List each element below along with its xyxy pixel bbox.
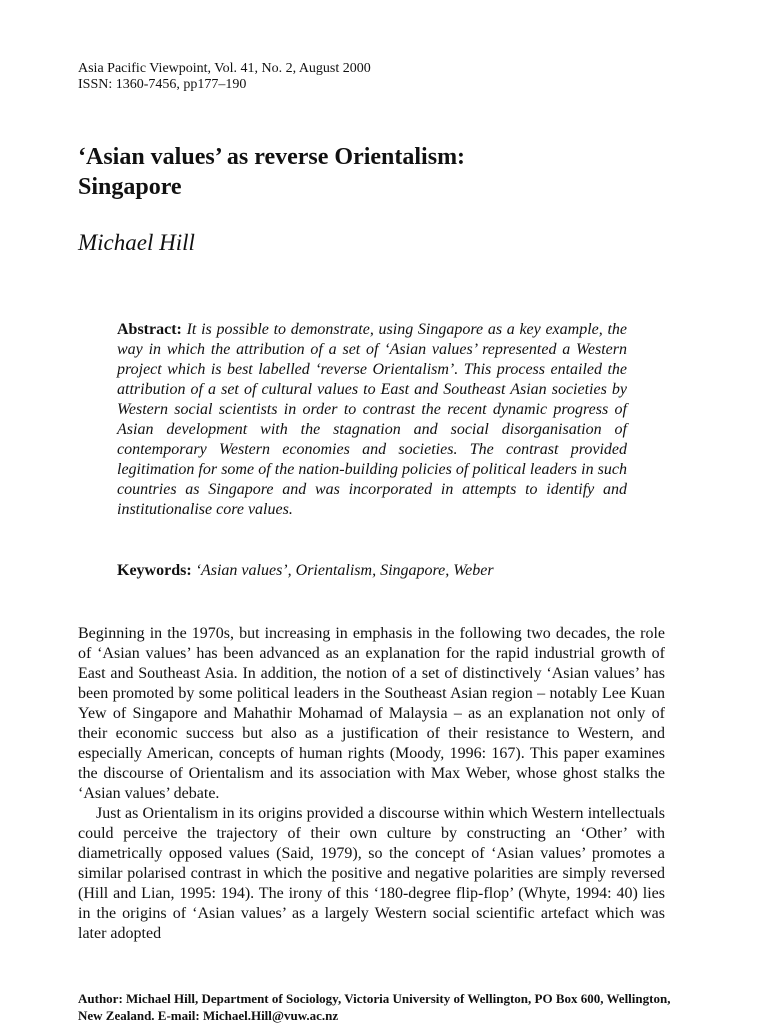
keywords-text: ‘Asian values’, Orientalism, Singapore, Weber	[195, 562, 494, 579]
body-paragraph-1: Beginning in the 1970s, but increasing in emphasis in the following two decades, the role of ‘Asian values’ has been advanced as an explanation for the rapid industrial growth of East and Southeast Asia. In addition, the notion of a set of distinctively ‘Asian values’ has been promoted by some political leaders in the Southeast Asian region – notably Lee Kuan Yew of Singapore and Mahathir Mohamad of Malaysia – as an explanation not only of their economic success but also as a justification of their resistance to Western, and especially American, concepts of human rights (Moody, 1996: 167). This paper examines the discourse of Orientalism and its association with Max Weber, whose ghost stalks the ‘Asian values’ debate.	[78, 625, 665, 802]
abstract-text: It is possible to demonstrate, using Singapore as a key example, the way in which the attribution of a set of ‘Asian values’ represented a Western project which is best labelled ‘reverse Orientalism’. This process entailed the attribution of a set of cultural values to East and Southeast Asian societies by Western social scientists in order to contrast the recent dynamic progress of Asian development with the stagnation and social disorganisation of contemporary Western economies and societies. The contrast provided legitimation for some of the nation-building policies of political leaders in such countries as Singapore and was incorporated in attempts to identify and institutionalise core values.	[117, 321, 628, 518]
article-title-line2: Singapore	[78, 174, 182, 200]
journal-citation	[78, 61, 371, 93]
abstract-block	[117, 320, 627, 520]
journal-volume-line: Asia Pacific Viewpoint, Vol. 41, No. 2, August 2000	[78, 61, 371, 76]
article-title	[78, 142, 698, 202]
body-paragraph-2: Just as Orientalism in its origins provided a discourse within which Western intellectuals could perceive the trajectory of their own culture by constructing an ‘Other’ with diametrically opposed values (Said, 1979), so the concept of ‘Asian values’ promotes a similar polarised contrast in which the positive and negative polarities are simply reversed (Hill and Lian, 1995: 194). The irony of this ‘180-degree flip-flop’ (Whyte, 1994: 40) lies in the origins of ‘Asian values’ as a largely Western social scientific artefact which was later adopted	[78, 805, 665, 942]
keywords-label: Keywords:	[117, 562, 192, 579]
author-affiliation-footnote: Author: Michael Hill, Department of Sociology, Victoria University of Wellington, PO Box 600, Wellington, New Zealand. E-mail: Michael.Hill@vuw.ac.nz	[78, 991, 671, 1023]
body-text	[78, 624, 665, 944]
article-title-line1: ‘Asian values’ as reverse Orientalism:	[78, 144, 466, 170]
journal-issn-line: ISSN: 1360-7456, pp177–190	[78, 77, 247, 92]
keywords-block	[117, 561, 627, 581]
article-author: Michael Hill	[78, 230, 195, 255]
abstract-label: Abstract:	[117, 321, 182, 338]
